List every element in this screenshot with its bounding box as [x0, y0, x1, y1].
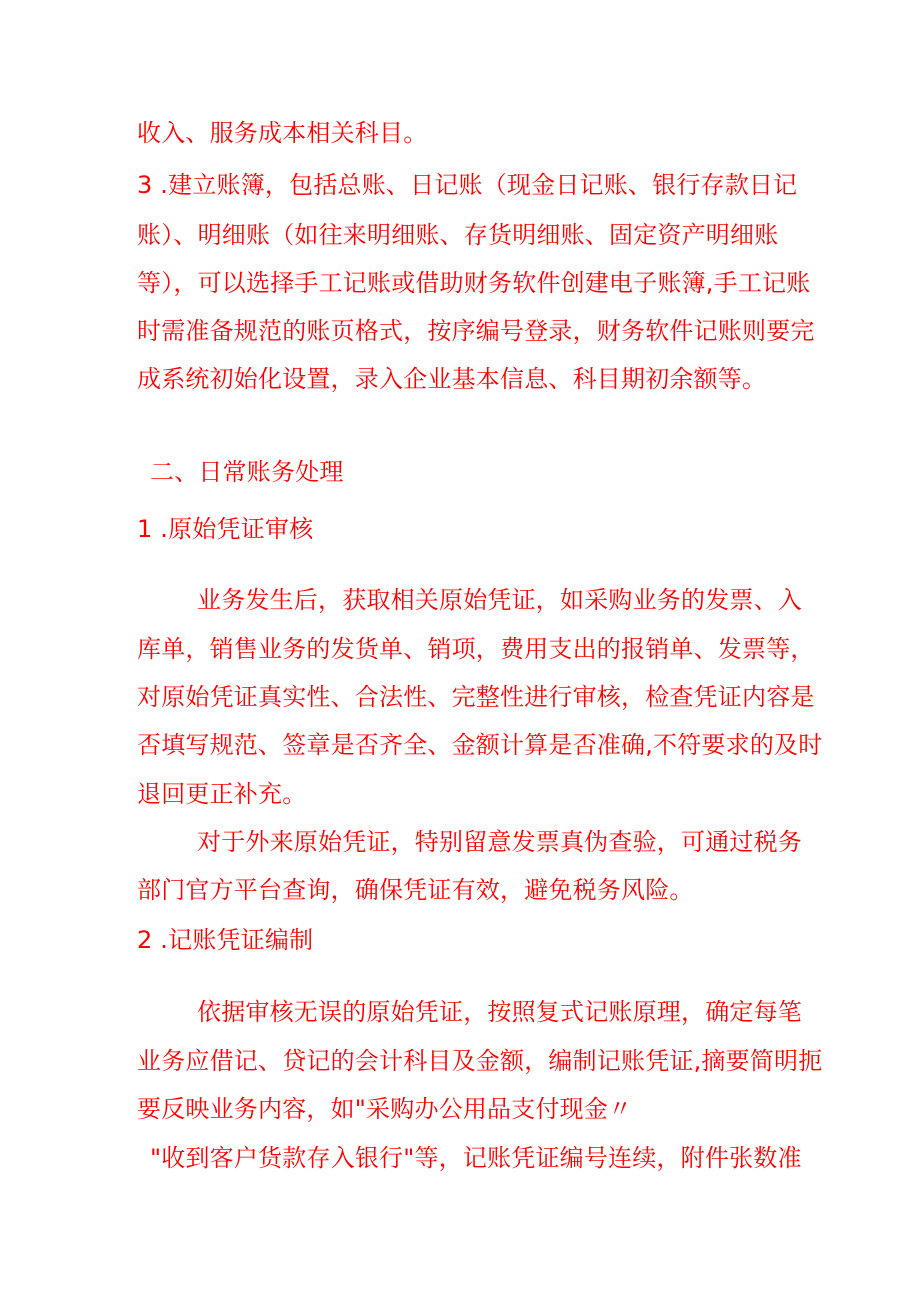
paragraph-line-9: 业务应借记、贷记的会计科目及金额，编制记账凭证,摘要简明扼: [137, 1047, 823, 1075]
subsection-heading-original-voucher-review: 1 .原始凭证审核: [137, 515, 314, 543]
paragraph-line-4: 否填写规范、签章是否齐全、金额计算是否准确,不符要求的及时: [137, 731, 823, 759]
text-line-3: 账）、明细账（如往来明细账、存货明细账、固定资产明细账: [137, 221, 779, 249]
text-line-4: 等），可以选择手工记账或借助财务软件创建电子账簿,手工记账: [137, 269, 811, 297]
text-line-1: 收入、服务成本相关科目。: [137, 119, 428, 147]
text-line-6: 成系统初始化设置，录入企业基本信息、科目期初余额等。: [137, 365, 767, 393]
paragraph-line-3: 对原始凭证真实性、合法性、完整性进行审核，检查凭证内容是: [137, 683, 815, 711]
paragraph-line-7: 部门官方平台查询，确保凭证有效，避免税务风险。: [137, 876, 694, 904]
paragraph-line-1: 业务发生后，获取相关原始凭证，如采购业务的发票、入: [197, 586, 802, 614]
paragraph-line-8: 依据审核无误的原始凭证，按照复式记账原理，确定每笔: [197, 998, 802, 1026]
paragraph-line-10: 要反映业务内容，如"采购办公用品支付现金〃: [137, 1095, 633, 1123]
subsection-heading-accounting-voucher: 2 .记账凭证编制: [137, 926, 314, 954]
section-heading-daily-accounting: 二、日常账务处理: [150, 458, 344, 486]
paragraph-line-2: 库单，销售业务的发货单、销项，费用支出的报销单、发票等，: [137, 635, 815, 663]
text-line-2: 3 .建立账簿，包括总账、日记账（现金日记账、银行存款日记: [137, 171, 798, 199]
paragraph-line-5: 退回更正补充。: [137, 780, 307, 808]
paragraph-line-6: 对于外来原始凭证，特别留意发票真伪查验，可通过税务: [197, 828, 802, 856]
paragraph-line-11: "收到客户货款存入银行"等，记账凭证编号连续，附件张数准: [150, 1144, 802, 1172]
text-line-5: 时需准备规范的账页格式，按序编号登录，财务软件记账则要完: [137, 317, 815, 345]
